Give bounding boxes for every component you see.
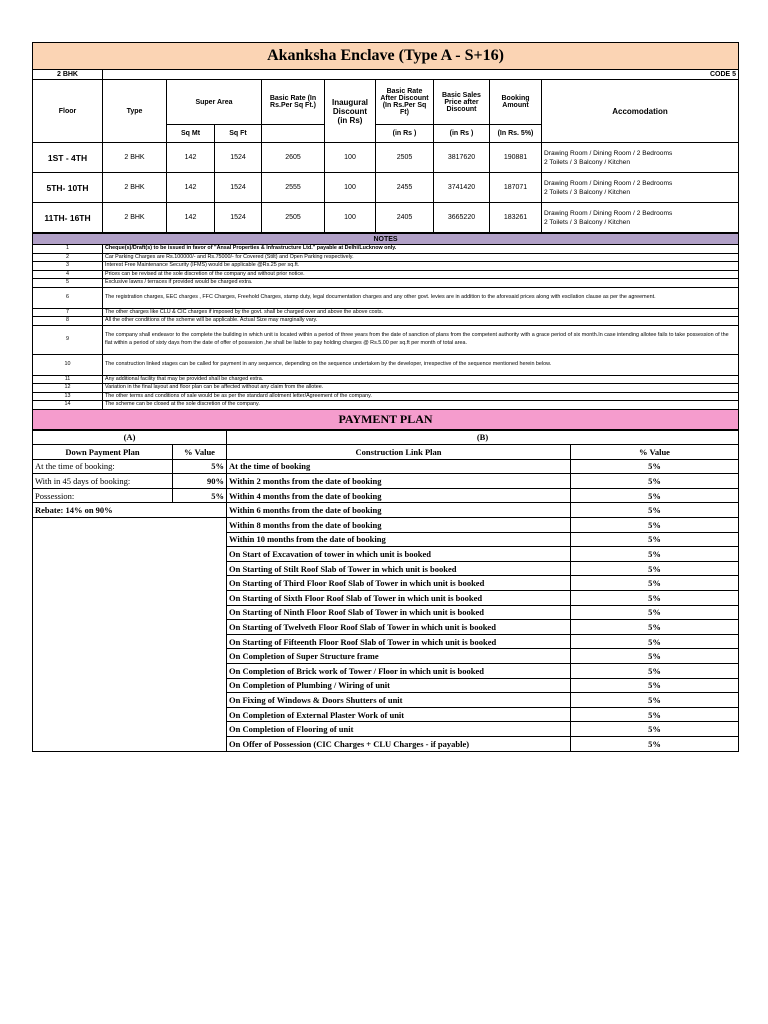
header-in-rs-2: (in Rs )	[434, 125, 490, 143]
note-text: Car Parking Charges are Rs.100000/- and Rs.75000/- for Covered (Stilt) and Open Parking respectively.	[103, 253, 739, 262]
construction-value: 5%	[571, 591, 739, 606]
down-payment-label: Possession:	[33, 488, 173, 503]
sq-mt-cell: 142	[167, 143, 215, 173]
plan-b-label: (B)	[227, 430, 739, 445]
down-payment-value: 5%	[173, 459, 227, 474]
note-row	[33, 401, 739, 410]
note-number: 7	[33, 308, 103, 317]
construction-stage: On Starting of Fifteenth Floor Roof Slab of Tower in which unit is booked	[227, 634, 571, 649]
construction-value: 5%	[571, 518, 739, 533]
table-row	[33, 143, 739, 173]
note-number: 12	[33, 384, 103, 393]
note-number: 2	[33, 253, 103, 262]
rate-after-cell: 2455	[376, 173, 434, 203]
construction-value: 5%	[571, 678, 739, 693]
construction-stage: On Offer of Possession (CIC Charges + CLU Charges - if payable)	[227, 736, 571, 751]
note-row	[33, 262, 739, 271]
construction-value: 5%	[571, 576, 739, 591]
down-payment-value: 90%	[173, 474, 227, 489]
note-number: 10	[33, 354, 103, 375]
note-text: The construction linked stages can be called for payment in any sequence, depending on the sequence undertaken by the developer, irrespective of the sequence mentioned herein below.	[103, 354, 739, 375]
note-number: 6	[33, 287, 103, 308]
construction-stage: On Completion of Super Structure frame	[227, 649, 571, 664]
note-number: 11	[33, 375, 103, 384]
note-number: 9	[33, 325, 103, 354]
header-inaugural-discount: Inaugural Discount (in Rs)	[325, 80, 376, 143]
header-super-area: Super Area	[167, 80, 262, 125]
price-sheet	[32, 42, 738, 752]
floor-cell: 1ST - 4TH	[33, 143, 103, 173]
note-text: Any additional facility that may be provided shall be charged extra.	[103, 375, 739, 384]
construction-value: 5%	[571, 488, 739, 503]
construction-value: 5%	[571, 664, 739, 679]
sales-price-cell: 3817620	[434, 143, 490, 173]
type-cell: 2 BHK	[103, 203, 167, 233]
note-text: The other terms and conditions of sale would be as per the standard allotment letter/Agreement of the company.	[103, 392, 739, 401]
down-payment-label: At the time of booking:	[33, 459, 173, 474]
accomodation-cell	[542, 203, 739, 233]
table-row	[33, 518, 739, 533]
construction-value: 5%	[571, 474, 739, 489]
accomodation-cell	[542, 173, 739, 203]
sq-ft-cell: 1524	[215, 143, 262, 173]
note-number: 13	[33, 392, 103, 401]
price-table	[32, 42, 739, 233]
header-floor: Floor	[33, 80, 103, 143]
accomodation-line-1: Drawing Room / Dining Room / 2 Bedrooms	[544, 149, 673, 157]
construction-value: 5%	[571, 532, 739, 547]
header-accomodation: Accomodation	[542, 80, 739, 143]
floor-cell: 5TH- 10TH	[33, 173, 103, 203]
construction-stage: On Starting of Sixth Floor Roof Slab of Tower in which unit is booked	[227, 591, 571, 606]
construction-stage: On Completion of Brick work of Tower / Floor in which unit is booked	[227, 664, 571, 679]
plan-a-label: (A)	[33, 430, 227, 445]
down-payment-value: 5%	[173, 488, 227, 503]
note-row	[33, 279, 739, 288]
construction-value: 5%	[571, 707, 739, 722]
accomodation-line-1: Drawing Room / Dining Room / 2 Bedrooms	[544, 209, 673, 217]
table-row	[33, 474, 739, 489]
type-cell: 2 BHK	[103, 143, 167, 173]
sq-ft-cell: 1524	[215, 173, 262, 203]
note-row	[33, 392, 739, 401]
discount-cell: 100	[325, 143, 376, 173]
booking-cell: 187071	[490, 173, 542, 203]
sq-mt-cell: 142	[167, 173, 215, 203]
construction-value: 5%	[571, 634, 739, 649]
construction-value: 5%	[571, 736, 739, 751]
payment-plan-title: PAYMENT PLAN	[33, 409, 739, 429]
construction-value: 5%	[571, 693, 739, 708]
rate-after-cell: 2505	[376, 143, 434, 173]
note-row	[33, 354, 739, 375]
construction-stage: At the time of booking	[227, 459, 571, 474]
basic-rate-cell: 2555	[262, 173, 325, 203]
header-in-rs: (in Rs )	[376, 125, 434, 143]
sales-price-cell: 3741420	[434, 173, 490, 203]
bhk-label: 2 BHK	[33, 70, 103, 80]
accomodation-line-2: 2 Toilets / 3 Balcony / Kitchen	[544, 218, 631, 226]
note-text: The company shall endeavor to the complete the building in which unit is located within a period of three years from the date of sanction of plans from the competent authority with a grace period of six month.In case intending allotee fails to take possession of the flat within a period of sixty days from the date of offer of possesion ,he shall be liable to pay holding charges @ Rs.5.00 per sq.ft per month of total area.	[103, 325, 739, 354]
basic-rate-cell: 2505	[262, 203, 325, 233]
discount-cell: 100	[325, 203, 376, 233]
construction-stage: On Completion of Flooring of unit	[227, 722, 571, 737]
construction-stage: Within 6 months from the date of booking	[227, 503, 571, 518]
construction-stage: On Starting of Ninth Floor Roof Slab of Tower in which unit is booked	[227, 605, 571, 620]
type-cell: 2 BHK	[103, 173, 167, 203]
header-rate-after-discount: Basic Rate After Discount (In Rs.Per Sq Ft)	[376, 80, 434, 125]
construction-stage: Within 2 months from the date of booking	[227, 474, 571, 489]
construction-stage: On Starting of Twelveth Floor Roof Slab of Tower in which unit is booked	[227, 620, 571, 635]
note-row	[33, 384, 739, 393]
down-payment-value-header: % Value	[173, 445, 227, 460]
note-row	[33, 375, 739, 384]
header-sq-mt: Sq Mt	[167, 125, 215, 143]
construction-stage: On Start of Excavation of tower in which unit is booked	[227, 547, 571, 562]
accomodation-line-2: 2 Toilets / 3 Balcony / Kitchen	[544, 158, 631, 166]
booking-cell: 183261	[490, 203, 542, 233]
header-sq-ft: Sq Ft	[215, 125, 262, 143]
note-text: The other charges like CLU & CIC charges if imposed by the govt. shall be charged over and above the above costs.	[103, 308, 739, 317]
note-row	[33, 317, 739, 326]
note-row	[33, 287, 739, 308]
construction-value: 5%	[571, 620, 739, 635]
note-text: Cheque(s)/Draft(s) to be issued in favor of "Ansal Properties & Infrastructure Ltd." payable at Delhi/Lucknow only.	[103, 245, 739, 254]
construction-value: 5%	[571, 649, 739, 664]
sales-price-cell: 3665220	[434, 203, 490, 233]
note-row	[33, 325, 739, 354]
note-row	[33, 245, 739, 254]
note-text: Prices can be revised at the sole discretion of the company and without prior notice.	[103, 270, 739, 279]
note-number: 4	[33, 270, 103, 279]
construction-stage: Within 10 months from the date of booking	[227, 532, 571, 547]
sq-mt-cell: 142	[167, 203, 215, 233]
construction-value: 5%	[571, 547, 739, 562]
header-in-rs-5pct: (In Rs. 5%)	[490, 125, 542, 143]
header-basic-rate: Basic Rate (In Rs.Per Sq Ft.)	[262, 80, 325, 125]
accomodation-cell	[542, 143, 739, 173]
note-row	[33, 308, 739, 317]
accomodation-line-1: Drawing Room / Dining Room / 2 Bedrooms	[544, 179, 673, 187]
booking-cell: 190881	[490, 143, 542, 173]
notes-title: NOTES	[33, 234, 739, 245]
table-row	[33, 503, 739, 518]
construction-stage: Within 8 months from the date of booking	[227, 518, 571, 533]
note-number: 1	[33, 245, 103, 254]
construction-stage: On Completion of Plumbing / Wiring of unit	[227, 678, 571, 693]
down-payment-header: Down Payment Plan	[33, 445, 173, 460]
construction-stage: On Starting of Stilt Roof Slab of Tower in which unit is booked	[227, 561, 571, 576]
header-type: Type	[103, 80, 167, 143]
note-text: The registration charges, EEC charges , FFC Charges, Freehold Charges, stamp duty, legal documentation charges and any other govt. levies are in addition to the aforesaid prices along with escilation clause as per the agreement.	[103, 287, 739, 308]
notes-table	[32, 233, 739, 430]
construction-value: 5%	[571, 561, 739, 576]
construction-value: 5%	[571, 605, 739, 620]
note-number: 14	[33, 401, 103, 410]
note-text: Exclusive lawns / terraces if provided would be charged extra.	[103, 279, 739, 288]
note-text: Variation in the final layout and floor plan can be affected without any claim from the allotee.	[103, 384, 739, 393]
note-text: All the other conditions of the scheme will be applicable. Actual Size may marginally vary.	[103, 317, 739, 326]
construction-stage: On Fixing of Windows & Doors Shutters of unit	[227, 693, 571, 708]
note-row	[33, 270, 739, 279]
construction-header: Construction Link Plan	[227, 445, 571, 460]
header-basic-sales-price: Basic Sales Price after Discount	[434, 80, 490, 125]
construction-value: 5%	[571, 503, 739, 518]
note-number: 8	[33, 317, 103, 326]
table-row	[33, 203, 739, 233]
note-number: 5	[33, 279, 103, 288]
down-payment-label: With in 45 days of booking:	[33, 474, 173, 489]
sheet-title: Akanksha Enclave (Type A - S+16)	[33, 43, 739, 70]
table-row	[33, 173, 739, 203]
note-text: The scheme can be closed at the sole discretion of the company.	[103, 401, 739, 410]
accomodation-line-2: 2 Toilets / 3 Balcony / Kitchen	[544, 188, 631, 196]
note-number: 3	[33, 262, 103, 271]
construction-value: 5%	[571, 459, 739, 474]
table-row	[33, 488, 739, 503]
rate-after-cell: 2405	[376, 203, 434, 233]
note-text: Interest Free Maintenance Security (IFMS) would be applicable @Rs.25 per sq.ft.	[103, 262, 739, 271]
payment-plan-table	[32, 430, 739, 752]
code-label: CODE 5	[103, 70, 739, 80]
construction-stage: On Completion of External Plaster Work of unit	[227, 707, 571, 722]
header-booking-amount: Booking Amount	[490, 80, 542, 125]
rebate-note: Rebate: 14% on 90%	[33, 503, 227, 518]
construction-stage: Within 4 months from the date of booking	[227, 488, 571, 503]
construction-value-header: % Value	[571, 445, 739, 460]
table-row	[33, 459, 739, 474]
down-payment-blank	[33, 518, 227, 752]
construction-value: 5%	[571, 722, 739, 737]
construction-stage: On Starting of Third Floor Roof Slab of Tower in which unit is booked	[227, 576, 571, 591]
header-basic-rate-spacer	[262, 125, 325, 143]
discount-cell: 100	[325, 173, 376, 203]
basic-rate-cell: 2605	[262, 143, 325, 173]
sq-ft-cell: 1524	[215, 203, 262, 233]
note-row	[33, 253, 739, 262]
floor-cell: 11TH- 16TH	[33, 203, 103, 233]
